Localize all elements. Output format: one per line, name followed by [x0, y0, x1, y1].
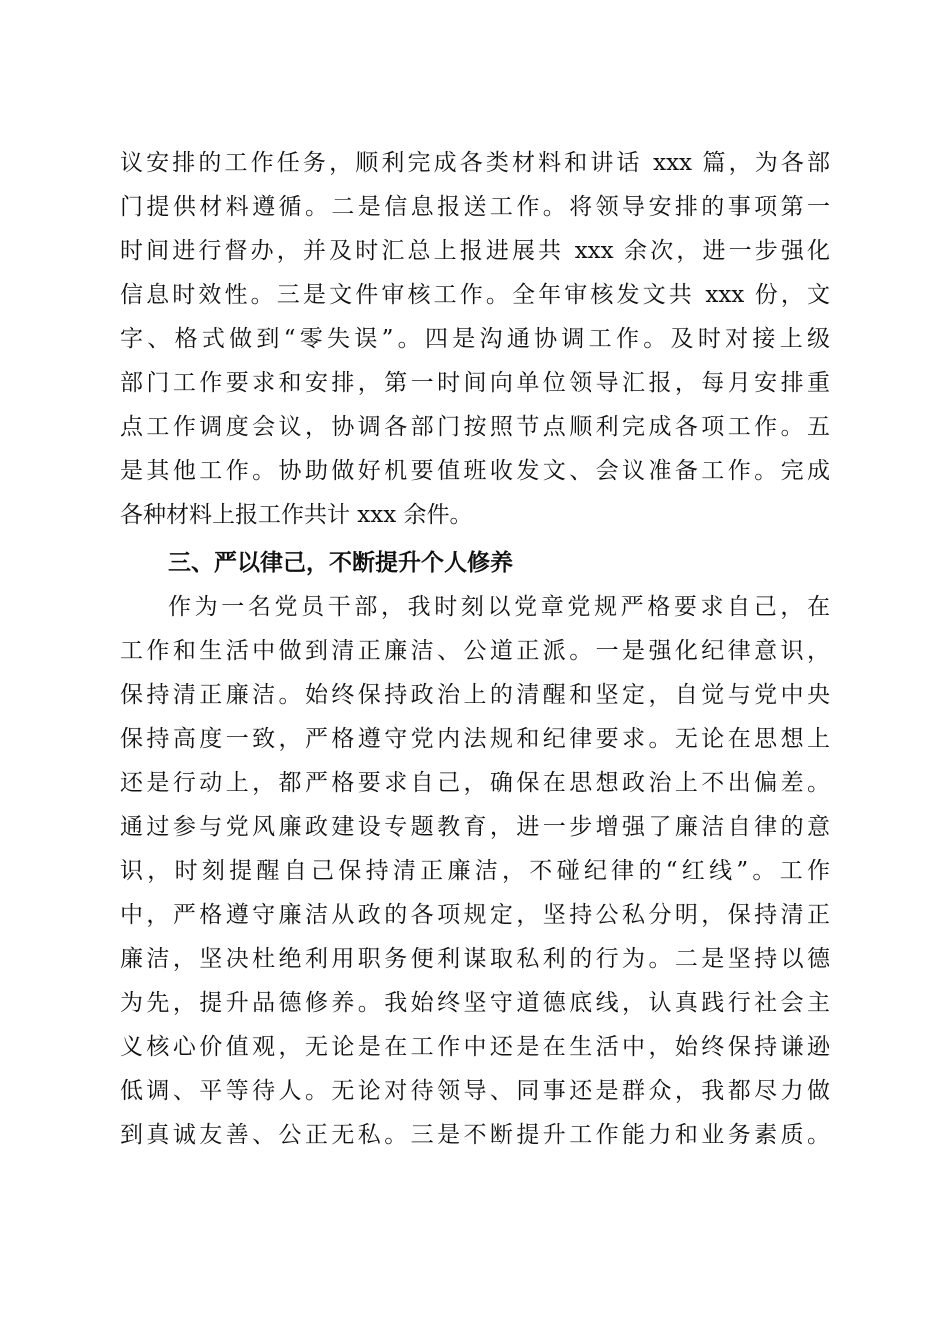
text-line: 到真诚友善、公正无私。三是不断提升工作能力和业务素质。 [120, 1122, 830, 1148]
text-line: 中，严格遵守廉洁从政的各项规定，坚持公私分明，保持清正 [120, 902, 830, 928]
text-line: 各种材料上报工作共计 xxx 余件。 [120, 502, 473, 528]
text-line: 通过参与党风廉政建设专题教育，进一步增强了廉洁自律的意 [120, 814, 830, 840]
text-line: 点工作调度会议，协调各部门按照节点顺利完成各项工作。五 [120, 414, 830, 440]
text-line: 还是行动上，都严格要求自己，确保在思想政治上不出偏差。 [120, 770, 830, 796]
text-line: 识，时刻提醒自己保持清正廉洁，不碰纪律的“红线”。工作 [120, 858, 830, 884]
text-line: 义核心价值观，无论是在工作中还是在生活中，始终保持谦逊 [120, 1034, 830, 1060]
text-line: 作为一名党员干部，我时刻以党章党规严格要求自己，在 [168, 594, 830, 620]
text-line: 字、格式做到“零失误”。四是沟通协调工作。及时对接上级 [120, 326, 830, 352]
text-line: 工作和生活中做到清正廉洁、公道正派。一是强化纪律意识， [120, 638, 830, 664]
text-line: 信息时效性。三是文件审核工作。全年审核发文共 xxx 份，文 [120, 282, 830, 308]
text-line: 是其他工作。协助做好机要值班收发文、会议准备工作。完成 [120, 458, 830, 484]
text-line: 廉洁，坚决杜绝利用职务便利谋取私利的行为。二是坚持以德 [120, 946, 830, 972]
text-line: 部门工作要求和安排，第一时间向单位领导汇报，每月安排重 [120, 370, 830, 396]
text-line: 保持高度一致，严格遵守党内法规和纪律要求。无论在思想上 [120, 726, 830, 752]
text-line: 保持清正廉洁。始终保持政治上的清醒和坚定，自觉与党中央 [120, 682, 830, 708]
text-line: 时间进行督办，并及时汇总上报进展共 xxx 余次，进一步强化 [120, 238, 830, 264]
text-line: 低调、平等待人。无论对待领导、同事还是群众，我都尽力做 [120, 1078, 830, 1104]
text-line: 议安排的工作任务，顺利完成各类材料和讲话 xxx 篇，为各部 [120, 150, 830, 176]
text-line: 为先，提升品德修养。我始终坚守道德底线，认真践行社会主 [120, 990, 830, 1016]
text-line: 门提供材料遵循。二是信息报送工作。将领导安排的事项第一 [120, 194, 830, 220]
section-heading: 三、严以律己，不断提升个人修养 [168, 550, 513, 576]
